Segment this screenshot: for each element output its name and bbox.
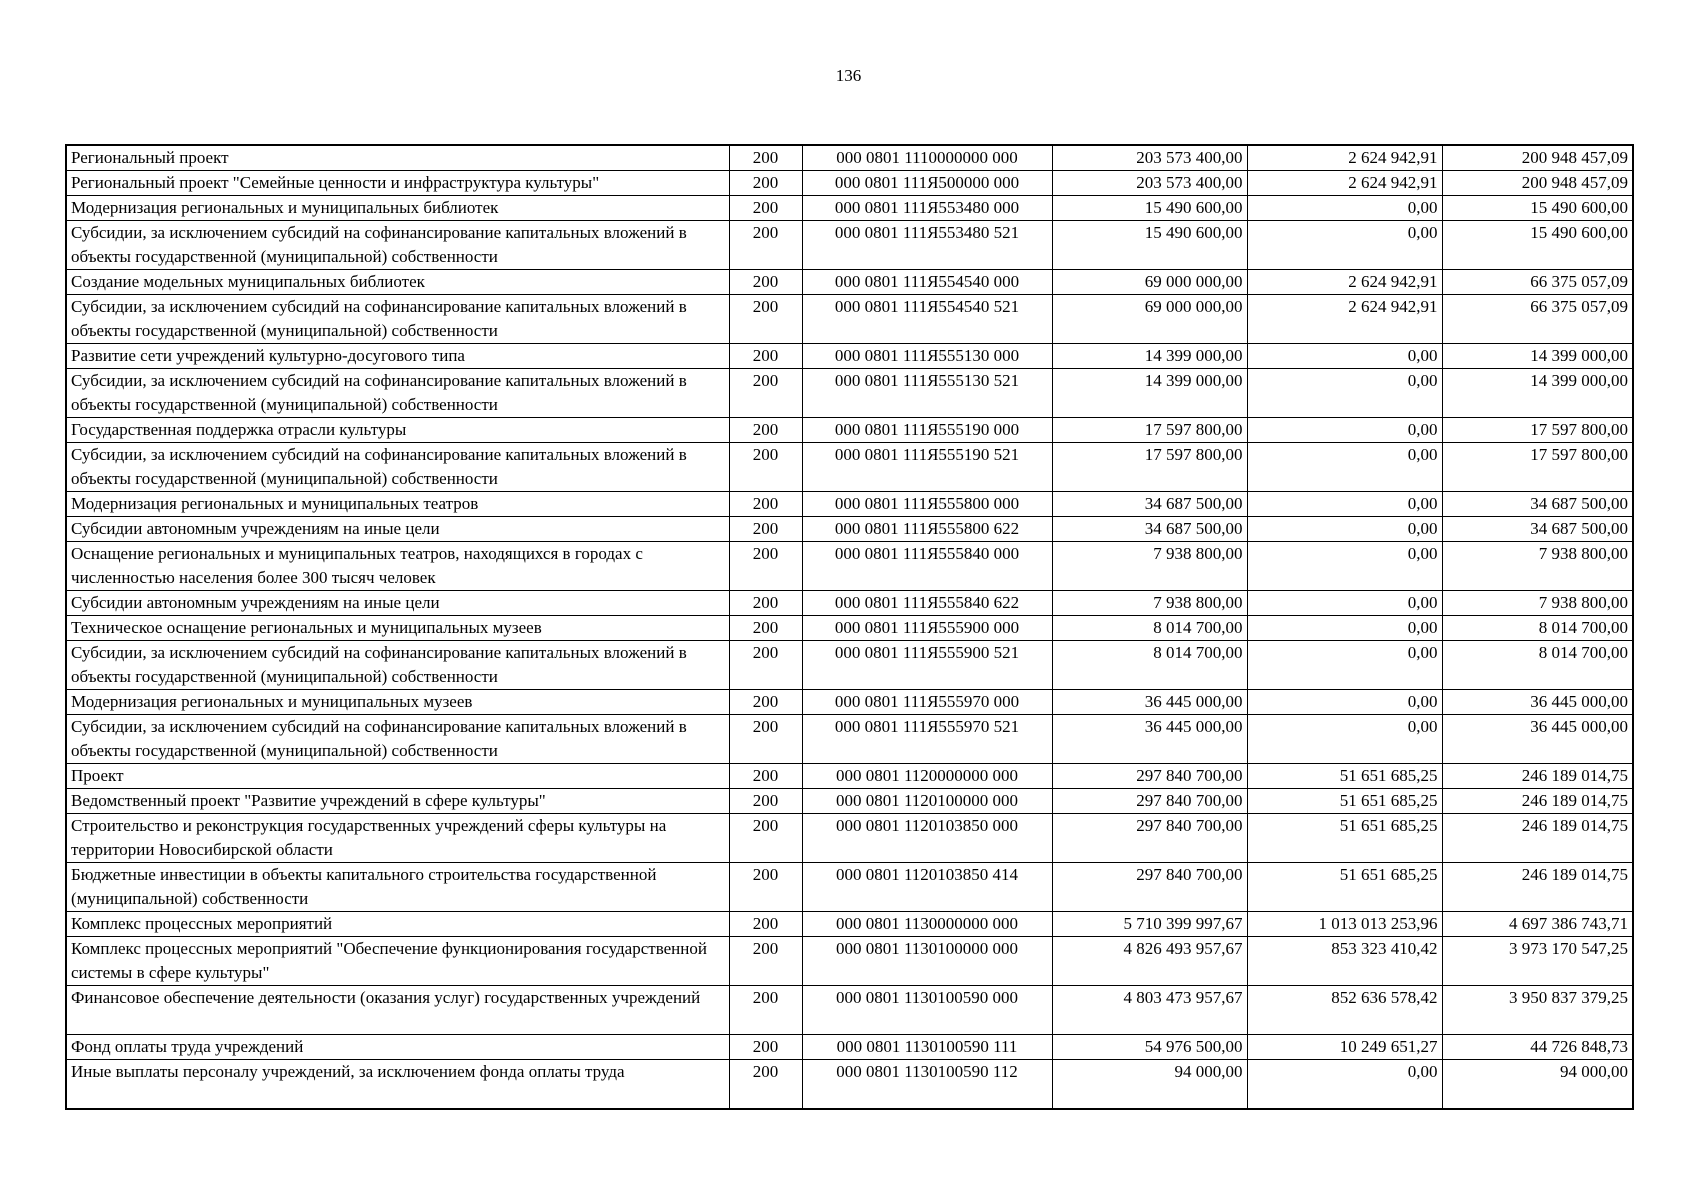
row-admin-code-cell: 200 <box>729 443 802 492</box>
budget-table <box>65 144 1634 1110</box>
row-remaining-amount-cell: 14 399 000,00 <box>1442 369 1633 418</box>
row-budget-code-cell: 000 0801 111Я555190 521 <box>802 443 1052 492</box>
row-assigned-amount-cell: 14 399 000,00 <box>1052 369 1247 418</box>
table-row <box>66 641 1633 690</box>
row-admin-code-cell: 200 <box>729 591 802 616</box>
row-assigned-amount-cell: 203 573 400,00 <box>1052 171 1247 196</box>
table-row <box>66 789 1633 814</box>
row-budget-code-cell: 000 0801 111Я554540 000 <box>802 270 1052 295</box>
row-admin-code-cell: 200 <box>729 937 802 986</box>
row-name-cell: Оснащение региональных и муниципальных театров, находящихся в городах с численностью населения более 300 тысяч человек <box>66 542 729 591</box>
row-name-cell: Развитие сети учреждений культурно-досугового типа <box>66 344 729 369</box>
table-row <box>66 196 1633 221</box>
table-row <box>66 295 1633 344</box>
row-name-cell: Региональный проект "Семейные ценности и инфраструктура культуры" <box>66 171 729 196</box>
row-admin-code-cell: 200 <box>729 418 802 443</box>
row-admin-code-cell: 200 <box>729 145 802 171</box>
table-row <box>66 690 1633 715</box>
row-admin-code-cell: 200 <box>729 221 802 270</box>
row-remaining-amount-cell: 44 726 848,73 <box>1442 1035 1633 1060</box>
row-executed-amount-cell: 853 323 410,42 <box>1247 937 1442 986</box>
row-executed-amount-cell: 51 651 685,25 <box>1247 764 1442 789</box>
row-budget-code-cell: 000 0801 1130000000 000 <box>802 912 1052 937</box>
row-assigned-amount-cell: 17 597 800,00 <box>1052 443 1247 492</box>
row-remaining-amount-cell: 246 189 014,75 <box>1442 814 1633 863</box>
row-budget-code-cell: 000 0801 111Я555900 000 <box>802 616 1052 641</box>
row-remaining-amount-cell: 7 938 800,00 <box>1442 542 1633 591</box>
row-admin-code-cell: 200 <box>729 1060 802 1110</box>
table-row <box>66 344 1633 369</box>
table-row <box>66 764 1633 789</box>
row-name-cell: Субсидии, за исключением субсидий на софинансирование капитальных вложений в объекты государственной (муниципальной) собственности <box>66 443 729 492</box>
table-row <box>66 369 1633 418</box>
table-row <box>66 171 1633 196</box>
row-name-cell: Модернизация региональных и муниципальных библиотек <box>66 196 729 221</box>
row-executed-amount-cell: 0,00 <box>1247 1060 1442 1110</box>
table-row <box>66 863 1633 912</box>
row-assigned-amount-cell: 8 014 700,00 <box>1052 641 1247 690</box>
row-name-cell: Ведомственный проект "Развитие учреждений в сфере культуры" <box>66 789 729 814</box>
row-name-cell: Региональный проект <box>66 145 729 171</box>
row-admin-code-cell: 200 <box>729 270 802 295</box>
row-name-cell: Финансовое обеспечение деятельности (оказания услуг) государственных учреждений <box>66 986 729 1035</box>
row-name-cell: Комплекс процессных мероприятий "Обеспечение функционирования государственной системы в сфере культуры" <box>66 937 729 986</box>
row-name-cell: Субсидии автономным учреждениям на иные цели <box>66 591 729 616</box>
table-row <box>66 145 1633 171</box>
row-budget-code-cell: 000 0801 1130100590 111 <box>802 1035 1052 1060</box>
row-name-cell: Иные выплаты персоналу учреждений, за исключением фонда оплаты труда <box>66 1060 729 1110</box>
table-row <box>66 591 1633 616</box>
row-assigned-amount-cell: 36 445 000,00 <box>1052 690 1247 715</box>
row-remaining-amount-cell: 14 399 000,00 <box>1442 344 1633 369</box>
table-row <box>66 912 1633 937</box>
row-budget-code-cell: 000 0801 111Я500000 000 <box>802 171 1052 196</box>
row-executed-amount-cell: 51 651 685,25 <box>1247 863 1442 912</box>
row-executed-amount-cell: 2 624 942,91 <box>1247 295 1442 344</box>
row-remaining-amount-cell: 246 189 014,75 <box>1442 789 1633 814</box>
row-admin-code-cell: 200 <box>729 616 802 641</box>
row-executed-amount-cell: 51 651 685,25 <box>1247 789 1442 814</box>
row-name-cell: Субсидии автономным учреждениям на иные цели <box>66 517 729 542</box>
row-name-cell: Комплекс процессных мероприятий <box>66 912 729 937</box>
row-admin-code-cell: 200 <box>729 641 802 690</box>
row-assigned-amount-cell: 297 840 700,00 <box>1052 863 1247 912</box>
row-remaining-amount-cell: 200 948 457,09 <box>1442 145 1633 171</box>
row-remaining-amount-cell: 246 189 014,75 <box>1442 764 1633 789</box>
row-remaining-amount-cell: 15 490 600,00 <box>1442 196 1633 221</box>
row-assigned-amount-cell: 297 840 700,00 <box>1052 764 1247 789</box>
row-admin-code-cell: 200 <box>729 814 802 863</box>
row-assigned-amount-cell: 17 597 800,00 <box>1052 418 1247 443</box>
row-admin-code-cell: 200 <box>729 863 802 912</box>
table-row <box>66 492 1633 517</box>
row-budget-code-cell: 000 0801 111Я555190 000 <box>802 418 1052 443</box>
table-row <box>66 937 1633 986</box>
row-executed-amount-cell: 0,00 <box>1247 418 1442 443</box>
row-budget-code-cell: 000 0801 111Я554540 521 <box>802 295 1052 344</box>
row-budget-code-cell: 000 0801 111Я555840 622 <box>802 591 1052 616</box>
page-number: 136 <box>835 66 862 85</box>
row-budget-code-cell: 000 0801 111Я553480 521 <box>802 221 1052 270</box>
row-budget-code-cell: 000 0801 111Я555130 000 <box>802 344 1052 369</box>
row-budget-code-cell: 000 0801 111Я555800 622 <box>802 517 1052 542</box>
row-assigned-amount-cell: 4 826 493 957,67 <box>1052 937 1247 986</box>
row-budget-code-cell: 000 0801 1130100000 000 <box>802 937 1052 986</box>
row-assigned-amount-cell: 8 014 700,00 <box>1052 616 1247 641</box>
row-assigned-amount-cell: 5 710 399 997,67 <box>1052 912 1247 937</box>
row-remaining-amount-cell: 8 014 700,00 <box>1442 616 1633 641</box>
table-row <box>66 1035 1633 1060</box>
row-executed-amount-cell: 2 624 942,91 <box>1247 270 1442 295</box>
row-remaining-amount-cell: 66 375 057,09 <box>1442 270 1633 295</box>
table-row <box>66 715 1633 764</box>
row-admin-code-cell: 200 <box>729 542 802 591</box>
row-executed-amount-cell: 0,00 <box>1247 369 1442 418</box>
row-executed-amount-cell: 0,00 <box>1247 492 1442 517</box>
row-admin-code-cell: 200 <box>729 1035 802 1060</box>
row-assigned-amount-cell: 54 976 500,00 <box>1052 1035 1247 1060</box>
row-assigned-amount-cell: 94 000,00 <box>1052 1060 1247 1110</box>
row-budget-code-cell: 000 0801 111Я555800 000 <box>802 492 1052 517</box>
row-assigned-amount-cell: 14 399 000,00 <box>1052 344 1247 369</box>
row-executed-amount-cell: 0,00 <box>1247 616 1442 641</box>
row-remaining-amount-cell: 7 938 800,00 <box>1442 591 1633 616</box>
table-row <box>66 270 1633 295</box>
row-name-cell: Модернизация региональных и муниципальных театров <box>66 492 729 517</box>
table-row <box>66 1060 1633 1110</box>
row-budget-code-cell: 000 0801 1130100590 000 <box>802 986 1052 1035</box>
row-admin-code-cell: 200 <box>729 715 802 764</box>
table-row <box>66 986 1633 1035</box>
row-remaining-amount-cell: 3 950 837 379,25 <box>1442 986 1633 1035</box>
row-budget-code-cell: 000 0801 1120103850 414 <box>802 863 1052 912</box>
row-budget-code-cell: 000 0801 111Я555840 000 <box>802 542 1052 591</box>
row-remaining-amount-cell: 15 490 600,00 <box>1442 221 1633 270</box>
row-executed-amount-cell: 0,00 <box>1247 690 1442 715</box>
row-executed-amount-cell: 2 624 942,91 <box>1247 145 1442 171</box>
row-executed-amount-cell: 0,00 <box>1247 517 1442 542</box>
row-executed-amount-cell: 0,00 <box>1247 715 1442 764</box>
row-remaining-amount-cell: 94 000,00 <box>1442 1060 1633 1110</box>
row-assigned-amount-cell: 69 000 000,00 <box>1052 270 1247 295</box>
row-assigned-amount-cell: 15 490 600,00 <box>1052 221 1247 270</box>
row-budget-code-cell: 000 0801 111Я555900 521 <box>802 641 1052 690</box>
row-remaining-amount-cell: 3 973 170 547,25 <box>1442 937 1633 986</box>
row-remaining-amount-cell: 17 597 800,00 <box>1442 443 1633 492</box>
row-name-cell: Фонд оплаты труда учреждений <box>66 1035 729 1060</box>
row-name-cell: Строительство и реконструкция государственных учреждений сферы культуры на территории Новосибирской области <box>66 814 729 863</box>
row-executed-amount-cell: 0,00 <box>1247 196 1442 221</box>
row-admin-code-cell: 200 <box>729 517 802 542</box>
row-budget-code-cell: 000 0801 111Я555970 521 <box>802 715 1052 764</box>
row-budget-code-cell: 000 0801 1110000000 000 <box>802 145 1052 171</box>
table-row <box>66 542 1633 591</box>
table-row <box>66 616 1633 641</box>
row-executed-amount-cell: 10 249 651,27 <box>1247 1035 1442 1060</box>
table-row <box>66 221 1633 270</box>
row-assigned-amount-cell: 69 000 000,00 <box>1052 295 1247 344</box>
row-name-cell: Создание модельных муниципальных библиотек <box>66 270 729 295</box>
row-assigned-amount-cell: 297 840 700,00 <box>1052 789 1247 814</box>
row-name-cell: Субсидии, за исключением субсидий на софинансирование капитальных вложений в объекты государственной (муниципальной) собственности <box>66 369 729 418</box>
row-assigned-amount-cell: 34 687 500,00 <box>1052 517 1247 542</box>
row-executed-amount-cell: 0,00 <box>1247 641 1442 690</box>
row-executed-amount-cell: 2 624 942,91 <box>1247 171 1442 196</box>
row-budget-code-cell: 000 0801 111Я553480 000 <box>802 196 1052 221</box>
row-remaining-amount-cell: 246 189 014,75 <box>1442 863 1633 912</box>
row-name-cell: Государственная поддержка отрасли культуры <box>66 418 729 443</box>
row-remaining-amount-cell: 4 697 386 743,71 <box>1442 912 1633 937</box>
row-name-cell: Техническое оснащение региональных и муниципальных музеев <box>66 616 729 641</box>
row-admin-code-cell: 200 <box>729 690 802 715</box>
row-remaining-amount-cell: 8 014 700,00 <box>1442 641 1633 690</box>
row-assigned-amount-cell: 4 803 473 957,67 <box>1052 986 1247 1035</box>
row-admin-code-cell: 200 <box>729 171 802 196</box>
row-remaining-amount-cell: 36 445 000,00 <box>1442 690 1633 715</box>
row-name-cell: Субсидии, за исключением субсидий на софинансирование капитальных вложений в объекты государственной (муниципальной) собственности <box>66 641 729 690</box>
row-assigned-amount-cell: 15 490 600,00 <box>1052 196 1247 221</box>
row-remaining-amount-cell: 34 687 500,00 <box>1442 517 1633 542</box>
table-row <box>66 443 1633 492</box>
row-assigned-amount-cell: 34 687 500,00 <box>1052 492 1247 517</box>
row-executed-amount-cell: 0,00 <box>1247 542 1442 591</box>
row-remaining-amount-cell: 36 445 000,00 <box>1442 715 1633 764</box>
row-admin-code-cell: 200 <box>729 789 802 814</box>
row-admin-code-cell: 200 <box>729 912 802 937</box>
row-executed-amount-cell: 0,00 <box>1247 344 1442 369</box>
row-admin-code-cell: 200 <box>729 344 802 369</box>
row-assigned-amount-cell: 36 445 000,00 <box>1052 715 1247 764</box>
row-executed-amount-cell: 1 013 013 253,96 <box>1247 912 1442 937</box>
row-name-cell: Проект <box>66 764 729 789</box>
row-executed-amount-cell: 0,00 <box>1247 221 1442 270</box>
table-row <box>66 517 1633 542</box>
row-admin-code-cell: 200 <box>729 196 802 221</box>
row-name-cell: Модернизация региональных и муниципальных музеев <box>66 690 729 715</box>
row-executed-amount-cell: 852 636 578,42 <box>1247 986 1442 1035</box>
row-assigned-amount-cell: 7 938 800,00 <box>1052 542 1247 591</box>
row-executed-amount-cell: 0,00 <box>1247 591 1442 616</box>
row-budget-code-cell: 000 0801 1120103850 000 <box>802 814 1052 863</box>
row-budget-code-cell: 000 0801 1120100000 000 <box>802 789 1052 814</box>
table-row <box>66 418 1633 443</box>
row-budget-code-cell: 000 0801 1120000000 000 <box>802 764 1052 789</box>
row-executed-amount-cell: 0,00 <box>1247 443 1442 492</box>
table-body <box>66 145 1633 1109</box>
row-name-cell: Бюджетные инвестиции в объекты капитального строительства государственной (муниципальной) собственности <box>66 863 729 912</box>
row-name-cell: Субсидии, за исключением субсидий на софинансирование капитальных вложений в объекты государственной (муниципальной) собственности <box>66 295 729 344</box>
row-name-cell: Субсидии, за исключением субсидий на софинансирование капитальных вложений в объекты государственной (муниципальной) собственности <box>66 715 729 764</box>
row-remaining-amount-cell: 17 597 800,00 <box>1442 418 1633 443</box>
row-budget-code-cell: 000 0801 111Я555130 521 <box>802 369 1052 418</box>
row-executed-amount-cell: 51 651 685,25 <box>1247 814 1442 863</box>
table-row <box>66 814 1633 863</box>
row-admin-code-cell: 200 <box>729 986 802 1035</box>
row-assigned-amount-cell: 297 840 700,00 <box>1052 814 1247 863</box>
row-admin-code-cell: 200 <box>729 295 802 344</box>
row-admin-code-cell: 200 <box>729 369 802 418</box>
row-remaining-amount-cell: 200 948 457,09 <box>1442 171 1633 196</box>
row-budget-code-cell: 000 0801 1130100590 112 <box>802 1060 1052 1110</box>
row-admin-code-cell: 200 <box>729 764 802 789</box>
row-assigned-amount-cell: 203 573 400,00 <box>1052 145 1247 171</box>
row-budget-code-cell: 000 0801 111Я555970 000 <box>802 690 1052 715</box>
row-name-cell: Субсидии, за исключением субсидий на софинансирование капитальных вложений в объекты государственной (муниципальной) собственности <box>66 221 729 270</box>
row-admin-code-cell: 200 <box>729 492 802 517</box>
row-remaining-amount-cell: 66 375 057,09 <box>1442 295 1633 344</box>
row-remaining-amount-cell: 34 687 500,00 <box>1442 492 1633 517</box>
row-assigned-amount-cell: 7 938 800,00 <box>1052 591 1247 616</box>
